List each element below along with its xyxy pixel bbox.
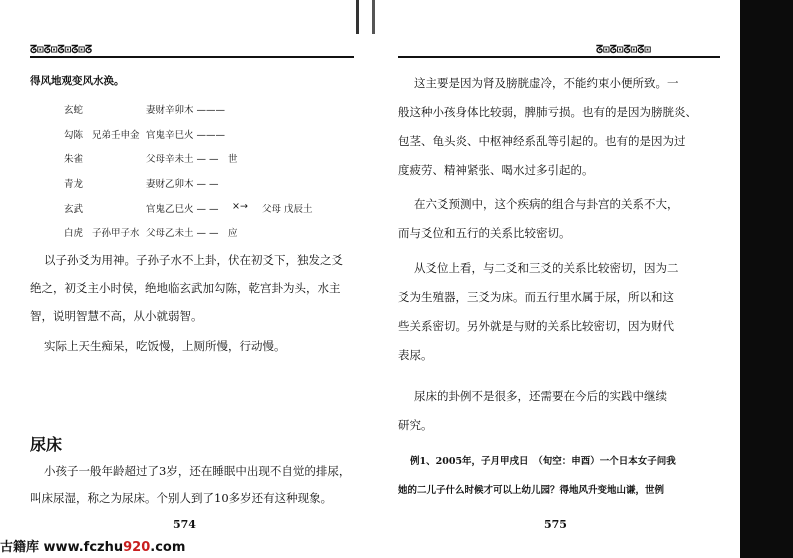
body-line: 小孩子一般年龄超过了3岁，还在睡眠中出现不自觉的排尿， — [44, 464, 351, 478]
body-line: 度疲劳、精神紧张、喝水过多引起的。 — [398, 163, 594, 177]
scan-binding-edge — [740, 0, 793, 558]
hidden-line: 子孙甲子水 — [92, 228, 140, 239]
six-god: 玄武 — [64, 204, 84, 215]
gua-line: 妻财乙卯木 — — — [146, 179, 219, 190]
six-god: 朱雀 — [64, 154, 84, 165]
changed-line: 父母 戊辰土 — [262, 204, 313, 215]
line-marker: ×→ — [232, 201, 248, 212]
page-number: 575 — [544, 518, 567, 531]
gua-line: 官鬼辛巳火 ——— — [146, 130, 226, 141]
body-line: 般这种小孩身体比较弱，脾肺亏损。也有的是因为膀胱炎、 — [398, 105, 697, 119]
gua-line: 官鬼乙巳火 — — — [146, 204, 219, 215]
line-marker: 应 — [228, 228, 238, 239]
body-line: 智，说明智慧不高，从小就弱智。 — [30, 309, 203, 323]
body-line: 这主要是因为肾及膀胱虚冷，不能约束小便所致。一 — [414, 76, 679, 90]
gua-line: 父母乙未土 — — — [146, 228, 219, 239]
header-ornament: ᘔ⊡ᘔ⊡ᘔ⊡ᘔ⊡ᘔ — [30, 43, 93, 56]
watermark-domain-suffix: .com — [150, 540, 186, 555]
body-line: 在六爻预测中，这个疾病的组合与卦宫的关系不大， — [414, 197, 679, 211]
body-line: 爻为生殖器，三爻为床。而五行里水属于尿，所以和这 — [398, 290, 674, 304]
six-god: 白虎 — [64, 228, 84, 239]
section-title: 尿床 — [30, 435, 63, 454]
six-god: 玄蛇 — [64, 105, 84, 116]
gua-line: 妻财辛卯木 ——— — [146, 105, 226, 116]
page-number: 574 — [173, 518, 196, 531]
body-line: 以子孙爻为用神。子孙子水不上卦，伏在初爻下，独发之爻 — [44, 253, 343, 267]
header-ornament: ᘔ⊡ᘔ⊡ᘔ⊡ᘔ⊡ — [596, 43, 651, 56]
gua-line: 父母辛未土 — — — [146, 154, 219, 165]
header-rule — [398, 56, 720, 58]
six-god: 勾陈 — [64, 130, 84, 141]
body-line: 叫床尿湿，称之为尿床。个别人到了10多岁还有这种现象。 — [30, 491, 333, 505]
line-marker: 世 — [228, 154, 238, 165]
body-line: 表尿。 — [398, 348, 433, 362]
hidden-line: 兄弟壬申金 — [92, 130, 140, 141]
body-line: 研究。 — [398, 418, 433, 432]
watermark-brand: 古籍库 — [0, 540, 40, 555]
body-line: 而与爻位和五行的关系比较密切。 — [398, 226, 571, 240]
body-line: 些关系密切。另外就是与财的关系比较密切，因为财代 — [398, 319, 674, 333]
six-god: 青龙 — [64, 179, 84, 190]
watermark-domain-prefix: www.fczhu — [43, 540, 124, 555]
left-page — [0, 0, 372, 558]
intro-line: 得风地观变风水涣。 — [30, 75, 125, 87]
watermark-domain-number: 920 — [123, 540, 151, 555]
example-line: 她的二儿子什么时候才可以上幼儿园？得地风升变地山谦，世例 — [398, 485, 665, 496]
page-gutter-mark — [372, 0, 375, 34]
site-watermark — [0, 537, 300, 558]
body-line: 尿床的卦例不是很多，还需要在今后的实践中继续 — [414, 389, 667, 403]
body-line: 绝之，初爻主小时侯，绝地临玄武加勾陈，乾宫卦为头，水主 — [30, 281, 341, 295]
example-line: 例1、2005年，子月甲戌日 （旬空：申酉）一个日本女子问我 — [410, 456, 676, 467]
body-line: 包茎、龟头炎、中枢神经系乱等引起的。也有的是因为过 — [398, 134, 686, 148]
body-line: 实际上天生痴呆，吃饭慢，上厕所慢，行动慢。 — [44, 339, 286, 353]
right-page — [378, 0, 736, 558]
body-line: 从爻位上看，与二爻和三爻的关系比较密切，因为二 — [414, 261, 679, 275]
header-rule — [30, 56, 354, 58]
